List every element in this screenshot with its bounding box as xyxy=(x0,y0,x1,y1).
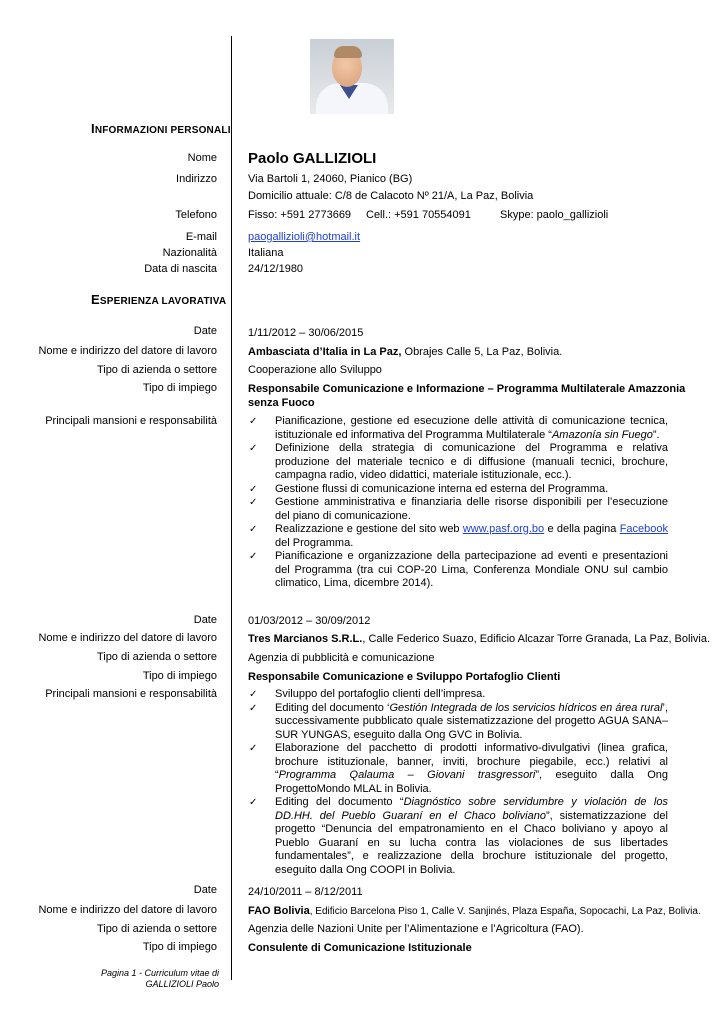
list-item: ✓ Definizione della strategia di comunicazione del Programma e relativa produzione del materiale tecnico e di diffusione (manuali tecnici, brochure, campagna radio, video didattici, materiale istituzionale, ecc.). xyxy=(248,442,668,483)
phone-label: Telefono xyxy=(175,209,217,221)
list-item: ✓ Editing del documento ‘Gestión Integrada de los servicios hídricos en área rural’, successivamente pubblicato quale sistematizzazione del progetto AGUA SANA–SUR YUNGAS, eseguito dalla Ong GVC in Bolivia. xyxy=(248,702,668,743)
job-date: 1/11/2012 – 30/06/2015 xyxy=(248,327,364,339)
list-item: ✓ Gestione amministrativa e finanziaria delle risorse disponibili per l’esecuzione del piano di comunicazione. xyxy=(248,496,668,523)
nationality-label: Nazionalità xyxy=(162,247,217,259)
job-sector: Agenzia di pubblicità e comunicazione xyxy=(248,652,435,664)
job-employer: FAO Bolivia, Edificio Barcelona Piso 1, Calle V. Sanjinés, Plaza España, Sopocachi, La Paz, Bolivia. xyxy=(248,905,701,917)
job-date: 24/10/2011 – 8/12/2011 xyxy=(248,886,363,898)
date-label: Date xyxy=(193,325,217,337)
section-title-experience: ESPERIENZA LAVORATIVA xyxy=(91,292,227,307)
sector-label: Tipo di azienda o settore xyxy=(96,651,217,663)
list-item: ✓ Pianificazione e organizzazione della partecipazione ad eventi e presentazioni del Programma (tra cui COP-20 Lima, Conferenza Mondiale ONU sul cambio climatico, Lima, dicembre 2014). xyxy=(248,550,668,591)
email-link[interactable]: paogallizioli@hotmail.it xyxy=(248,231,361,243)
job-title-line-1: Consulente di Comunicazione Istituzionale xyxy=(248,942,472,954)
duties-label: Principali mansioni e responsabilità xyxy=(45,415,217,427)
address-line-2: Domicilio attuale: C/8 de Calacoto Nº 21/A, La Paz, Bolivia xyxy=(248,190,534,202)
birth-value: 24/12/1980 xyxy=(248,263,304,275)
employer-label: Nome e indirizzo del datore di lavoro xyxy=(38,632,217,644)
list-item: ✓ Sviluppo del portafoglio clienti dell’impresa. xyxy=(248,688,668,702)
phone-fisso: Fisso: +591 2773669 xyxy=(248,209,352,221)
section-title-personal: INFORMAZIONI PERSONALI xyxy=(91,121,231,136)
list-item: ✓ Editing del documento “Diagnóstico sobre servidumbre y violación de los DD.HH. del Pueblo Guaraní en el Chaco boliviano”, sistematizzazione del progetto “Denuncia del empatronamiento en el Chaco boliviano y apoyo al Pueblo Guaraní en su lucha contra las violaciones de sus libertades fundamentales”, e realizzazione della brochure istituzionale del progetto, eseguito dalla Ong COOPI in Bolivia. xyxy=(248,796,668,877)
job-date: 01/03/2012 – 30/09/2012 xyxy=(248,615,371,627)
facebook-link[interactable]: Facebook xyxy=(619,523,668,535)
job-title-line-2: senza Fuoco xyxy=(248,397,315,409)
sector-label: Tipo di azienda o settore xyxy=(96,364,217,376)
sector-label: Tipo di azienda o settore xyxy=(96,923,217,935)
duties-list xyxy=(248,415,668,591)
address-label: Indirizzo xyxy=(176,173,217,185)
skype-id: Skype: paolo_gallizioli xyxy=(500,209,609,221)
address-line-1: Via Bartoli 1, 24060, Pianico (BG) xyxy=(248,173,413,185)
job-type-label: Tipo di impiego xyxy=(142,382,217,394)
website-link[interactable]: www.pasf.org.bo xyxy=(462,523,545,535)
job-type-label: Tipo di impiego xyxy=(142,670,217,682)
job-employer: Ambasciata d’Italia in La Paz, Obrajes Calle 5, La Paz, Bolivia. xyxy=(248,346,563,358)
list-item: ✓ Elaborazione del pacchetto di prodotti informativo-divulgativi (linea grafica, brochure istituzionale, banner, inviti, brochure piegabile, ecc.) relativi al “Programma Qalauma – Giovani trasgressori”, eseguito dalla Ong ProgettoMondo MLAL in Bolivia. xyxy=(248,742,668,796)
profile-photo xyxy=(310,39,394,114)
nationality-value: Italiana xyxy=(248,247,284,259)
person-name: Paolo GALLIZIOLI xyxy=(248,150,377,167)
list-item: ✓ Realizzazione e gestione del sito web www.pasf.org.bo e della pagina Facebook del Programma. xyxy=(248,523,668,550)
date-label: Date xyxy=(193,884,217,896)
list-item: ✓ Gestione flussi di comunicazione interna ed esterna del Programma. xyxy=(248,483,668,497)
job-type-label: Tipo di impiego xyxy=(142,941,217,953)
birth-label: Data di nascita xyxy=(144,263,217,275)
duties-label: Principali mansioni e responsabilità xyxy=(45,688,217,700)
job-sector: Cooperazione allo Sviluppo xyxy=(248,364,382,376)
list-item: ✓ Pianificazione, gestione ed esecuzione delle attività di comunicazione tecnica, istituzionale ed informativa del Programma Multilaterale “Amazonía sin Fuego”. xyxy=(248,415,668,442)
duties-list xyxy=(248,688,668,877)
phone-cell: Cell.: +591 70554091 xyxy=(366,209,471,221)
date-label: Date xyxy=(193,614,217,626)
job-employer: Tres Marcianos S.R.L., Calle Federico Suazo, Edificio Alcazar Torre Granada, La Paz, Bolivia. xyxy=(248,633,711,645)
job-sector: Agenzia delle Nazioni Unite per l’Alimentazione e l’Agricoltura (FAO). xyxy=(248,923,584,935)
page-footer: Pagina 1 - Curriculum vitae di GALLIZIOLI Paolo xyxy=(100,968,219,989)
job-title-line-1: Responsabile Comunicazione e Informazione – Programma Multilaterale Amazzonia xyxy=(248,383,686,395)
column-divider xyxy=(231,36,232,980)
job-title-line-1: Responsabile Comunicazione e Sviluppo Portafoglio Clienti xyxy=(248,671,561,683)
name-label: Nome xyxy=(187,152,217,164)
employer-label: Nome e indirizzo del datore di lavoro xyxy=(38,904,217,916)
employer-label: Nome e indirizzo del datore di lavoro xyxy=(38,345,217,357)
email-label: E-mail xyxy=(185,231,217,243)
